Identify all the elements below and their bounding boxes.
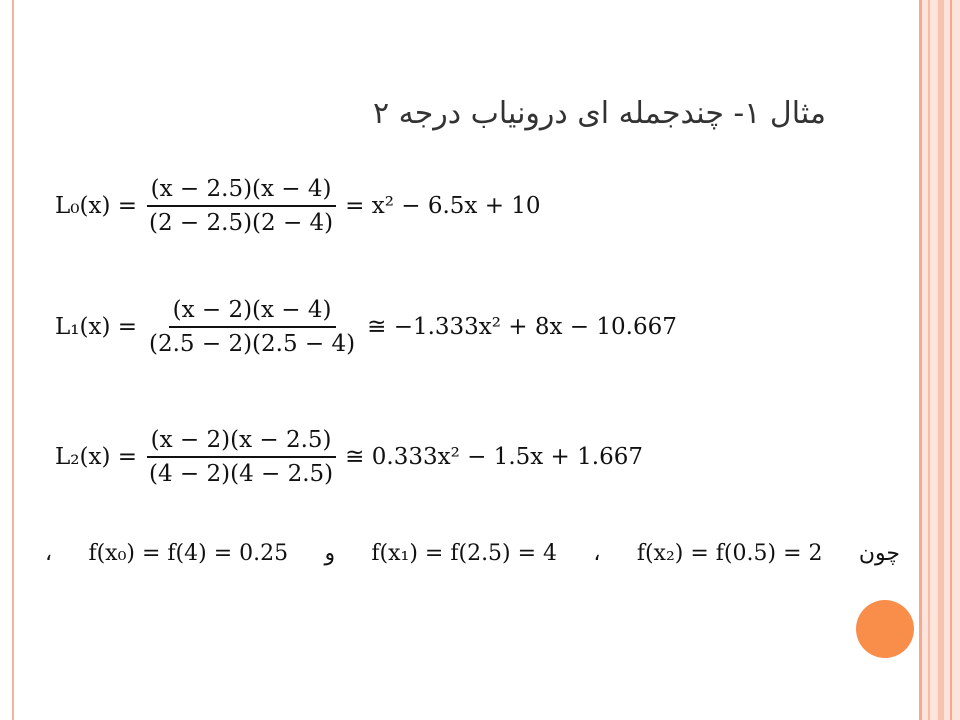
equation-rhs: ≅ 0.333x² − 1.5x + 1.667 [345,444,643,470]
equation-rhs: ≅ −1.333x² + 8x − 10.667 [367,314,677,340]
since-word: چون [858,541,900,566]
fraction-denominator: (2 − 2.5)(2 − 4) [149,210,334,236]
f-x0-value: f(x₀) = f(4) = 0.25 [88,541,289,566]
f-x1-value: f(x₁) = f(2.5) = 4 [371,541,558,566]
equation-fraction [145,427,337,487]
slide-border-left [0,0,14,720]
comma: ، [45,541,53,566]
fraction-numerator: (x − 2)(x − 4) [169,297,336,328]
equation-fraction [145,176,337,236]
fraction-numerator: (x − 2.5)(x − 4) [147,176,336,207]
equation-L2 [55,427,643,487]
comma: ، [593,541,601,566]
equation-lhs: L₀(x) = [55,193,137,219]
equation-lhs: L₁(x) = [55,314,137,340]
and-word: و [324,541,336,566]
fraction-denominator: (2.5 − 2)(2.5 − 4) [149,331,356,357]
equation-L0 [55,176,541,236]
slide-title: مثال ۱- چندجمله ای درونیاب درجه ۲ [372,96,826,131]
condition-line [45,541,900,566]
border-stripe [919,0,922,720]
equation-fraction [145,297,359,357]
equation-lhs: L₂(x) = [55,444,137,470]
f-x2-value: f(x₂) = f(0.5) = 2 [636,541,823,566]
decorative-circle [856,600,914,658]
equation-rhs: = x² − 6.5x + 10 [345,193,541,219]
fraction-denominator: (4 − 2)(4 − 2.5) [149,461,334,487]
border-stripe [950,0,952,720]
equation-L1 [55,297,677,357]
fraction-numerator: (x − 2)(x − 2.5) [147,427,336,458]
border-stripe [928,0,930,720]
border-stripe [938,0,944,720]
